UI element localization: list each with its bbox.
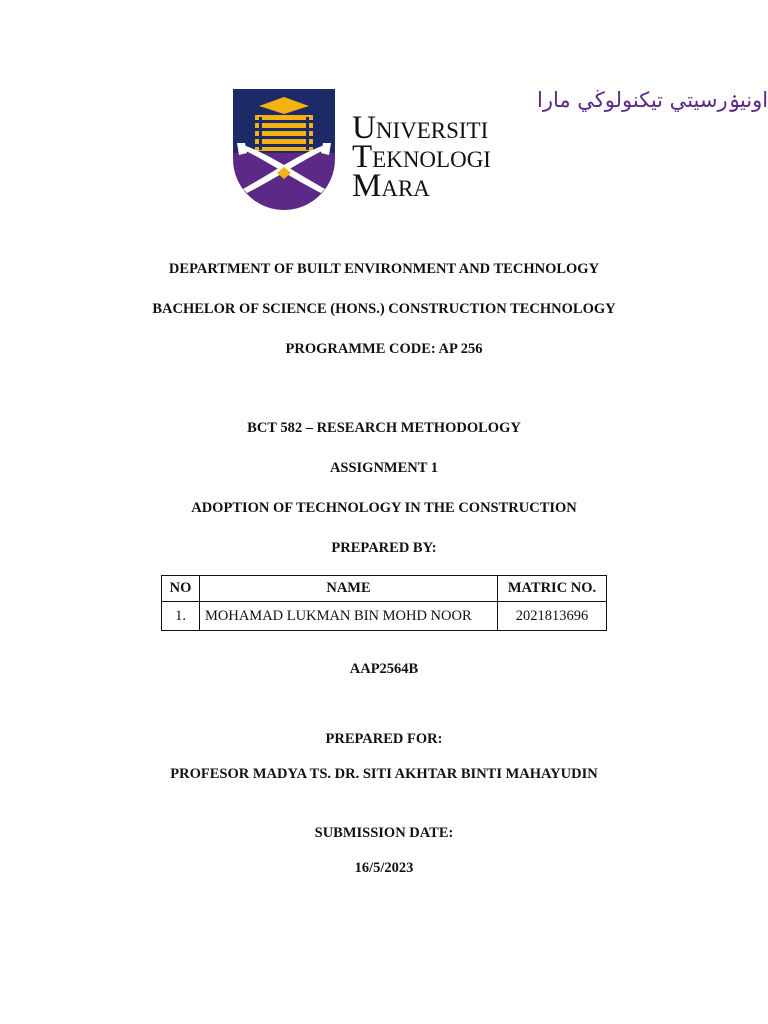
- jawi-wordmark-text: اونيۏرسيتي تيكنولوڬي مارا: [537, 88, 768, 112]
- assignment-topic: ADOPTION OF TECHNOLOGY IN THE CONSTRUCTION: [191, 500, 577, 516]
- cell-name: MOHAMAD LUKMAN BIN MOHD NOOR: [200, 602, 498, 631]
- cell-no: 1.: [162, 602, 200, 631]
- programme-code: PROGRAMME CODE: AP 256: [285, 341, 483, 357]
- header-matric: MATRIC NO.: [498, 576, 607, 602]
- cell-matric: 2021813696: [498, 602, 607, 631]
- university-logo: [231, 84, 768, 212]
- prepared-by-label: PREPARED BY:: [331, 540, 437, 556]
- submission-date-label: SUBMISSION DATE:: [314, 825, 454, 841]
- wordmark-line-1: Universiti: [352, 110, 489, 146]
- university-wordmark: [352, 110, 491, 204]
- header-no: NO: [162, 576, 200, 602]
- department-heading: DEPARTMENT OF BUILT ENVIRONMENT AND TECHNOLOGY: [168, 261, 600, 277]
- prepared-for-label: PREPARED FOR:: [325, 731, 443, 747]
- header-name: NAME: [200, 576, 498, 602]
- lecturer-name: PROFESOR MADYA TS. DR. SITI AKHTAR BINTI MAHAYUDIN: [170, 766, 598, 782]
- wordmark-line-3: Mara: [352, 168, 430, 204]
- course-title: BCT 582 – RESEARCH METHODOLOGY: [247, 420, 521, 436]
- authors-table: [161, 575, 607, 631]
- uitm-crest-icon: [231, 87, 337, 209]
- table-row: [162, 602, 607, 631]
- programme-heading: BACHELOR OF SCIENCE (HONS.) CONSTRUCTION TECHNOLOGY: [152, 301, 616, 317]
- group-code: AAP2564B: [349, 661, 419, 677]
- submission-date: 16/5/2023: [354, 860, 414, 876]
- wordmark-line-2: Teknologi: [352, 139, 491, 175]
- assignment-label: ASSIGNMENT 1: [329, 460, 439, 476]
- table-header-row: [162, 576, 607, 602]
